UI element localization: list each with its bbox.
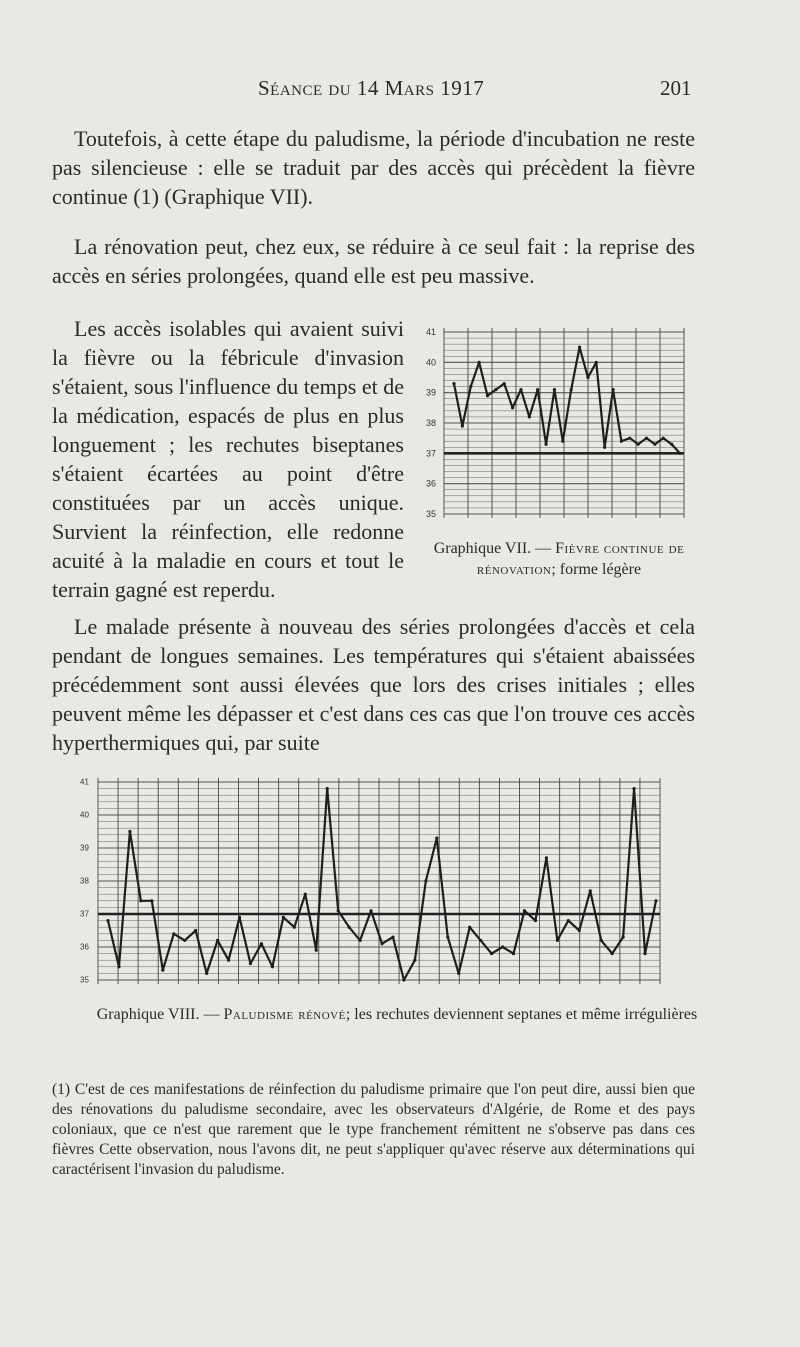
data-point [494,388,497,391]
data-point [461,424,464,427]
caption-vii-tail: ; forme légère [551,561,642,578]
data-point [654,899,657,902]
data-point [536,388,539,391]
graphique-vii [418,318,694,528]
data-point [553,388,556,391]
paragraph-2: La rénovation peut, chez eux, se réduire à ce seul fait : la reprise des accès en séries prolongées, quand elle est peu massive. [52,234,695,288]
data-point [358,939,361,942]
data-point [570,388,573,391]
data-point [183,939,186,942]
caption-viii-tail: ; les rechutes deviennent septanes et même irrégulières [345,1006,698,1023]
data-point [519,388,522,391]
temperature-chart-viii [70,776,670,990]
y-tick-label: 36 [426,478,437,489]
data-point [620,440,623,443]
data-point [271,965,274,968]
data-point [645,437,648,440]
data-point [249,962,252,965]
data-point [501,945,504,948]
data-point [534,919,537,922]
caption-graphique-vii [418,538,700,580]
data-point [611,388,614,391]
data-point [469,385,472,388]
chart-grid [98,778,660,984]
data-point [503,382,506,385]
data-point [326,787,329,790]
y-tick-label: 39 [426,387,437,398]
data-point [478,361,481,364]
data-point [662,437,665,440]
data-point [117,965,120,968]
data-point [600,939,603,942]
y-tick-label: 41 [80,777,89,787]
data-point [567,919,570,922]
y-tick-label: 41 [426,327,437,337]
paragraph-1: Toutefois, à cette étape du paludisme, la période d'incubation ne reste pas silencieuse : elle se traduit par des accès qui précèdent la fièvre continue (1) (Graphique VII). [52,126,695,209]
chart-grid [444,328,684,518]
data-point [595,361,598,364]
data-point [106,919,109,922]
data-point [194,929,197,932]
data-point [452,382,455,385]
data-point [611,952,614,955]
graphique-viii [70,776,670,990]
data-point [528,415,531,418]
y-tick-label: 38 [80,876,89,886]
data-point [337,909,340,912]
data-point [402,978,405,981]
y-tick-label: 40 [426,357,437,368]
data-point [578,346,581,349]
temperature-curve [108,789,656,980]
y-tick-label: 35 [426,509,437,519]
page-header [0,76,800,106]
data-point [512,952,515,955]
data-point [490,952,493,955]
data-point [216,939,219,942]
data-point [589,889,592,892]
data-point [424,879,427,882]
running-head: Séance du 14 Mars 1917 [258,76,485,100]
data-point [486,394,489,397]
data-point [561,440,564,443]
data-point [622,936,625,939]
data-point [637,443,640,446]
data-point [603,446,606,449]
data-point [293,926,296,929]
data-point [139,899,142,902]
data-point [413,959,416,962]
data-point [161,969,164,972]
footnote: (1) C'est de ces manifestations de réinfection du paludisme primaire que l'on peut dire, aussi bien que des rénovations du paludisme secondaire, avec les observateurs d'Algérie, de Rome et des pays coloniaux, que ce n'est que rarement que le type franchement rémittent ne s'observe pas dans ces fièvres Cette observation, nous l'avons dit, ne peut s'appliquer qu'avec réserve aux déterminations qui caractérisent l'invasion du paludisme. [52,1081,695,1178]
page-number: 201 [660,76,692,100]
data-point [391,936,394,939]
data-point [578,929,581,932]
y-tick-label: 35 [80,975,89,985]
data-point [238,916,241,919]
data-point [479,939,482,942]
caption-vii-lead: Graphique VII. — [433,540,552,557]
y-tick-label: 39 [80,843,89,853]
y-tick-label: 36 [80,942,89,952]
paragraph-4: Le malade présente à nouveau des séries prolongées d'accès et cela pendant de longues semaines. Les températures qui s'étaient abaissées précédemment sont aussi élevées que lors des crises initiales ; elles peuvent même les dépasser et c'est dans ces cas que l'on trouve ces accès hyperthermiques qui, par suite [52,614,695,755]
paragraph-3: Les accès isolables qui avaient suivi la fièvre ou la fébricule d'invasion s'étaient, sous l'influence du temps et de la médication, espacés de plus en plus longuement ; les rechutes biseptanes s'étaient écartées au point d'être constituées par un accès unique. Survient la réinfection, elle redonne acuité à la maladie en cours et tout le terrain gagné est reperdu. [52,316,404,602]
caption-viii-lead: Graphique VIII. — [96,1006,220,1023]
data-point [670,443,673,446]
data-point [511,406,514,409]
data-point [457,972,460,975]
data-point [369,909,372,912]
data-point [523,909,526,912]
data-point [545,856,548,859]
data-point [653,443,656,446]
data-point [205,972,208,975]
y-tick-label: 40 [80,810,89,820]
y-tick-label: 37 [426,448,437,459]
data-point [643,952,646,955]
data-point [446,936,449,939]
data-point [150,899,153,902]
data-point [172,932,175,935]
data-point [628,437,631,440]
caption-graphique-viii [62,1004,732,1025]
y-tick-label: 38 [426,418,437,428]
data-point [435,837,438,840]
data-point [227,959,230,962]
data-point [586,376,589,379]
data-point [556,939,559,942]
data-point [468,926,471,929]
data-point [315,949,318,952]
data-point [632,787,635,790]
temperature-chart-vii [418,318,694,528]
data-point [380,942,383,945]
data-point [260,942,263,945]
data-point [304,893,307,896]
data-point [282,916,285,919]
data-point [128,830,131,833]
data-point [348,926,351,929]
data-point [678,452,681,455]
caption-viii-title: Paludisme rénové [223,1006,346,1023]
y-tick-label: 37 [80,909,89,919]
data-point [544,443,547,446]
caption-vii-title: Fièvre continue de rénovation [476,540,685,578]
